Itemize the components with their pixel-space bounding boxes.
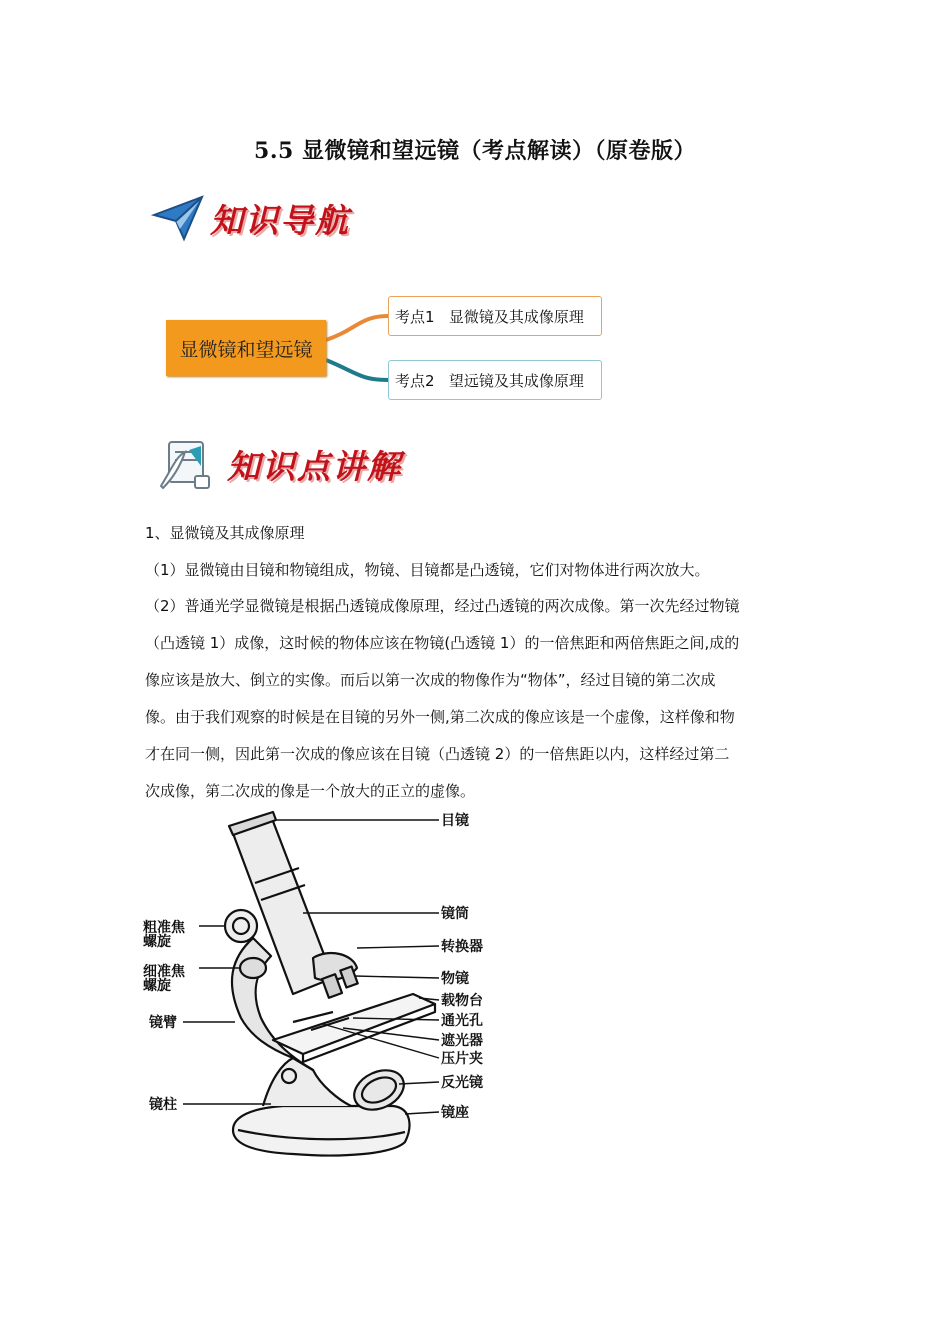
label-stage: 载物台 (441, 993, 483, 1009)
page-title: 5.5 显微镜和望远镜（考点解读）（原卷版） (254, 138, 696, 164)
label-arm: 镜臂 (149, 1015, 177, 1031)
label-pillar: 镜柱 (149, 1097, 177, 1113)
paragraph-line: （凸透镜 1）成像，这时候的物体应该在物镜(凸透镜 1）的一倍焦距和两倍焦距之间,成的 (145, 634, 740, 652)
paragraph-line: （2）普通光学显微镜是根据凸透镜成像原理，经过凸透镜的两次成像。第一次先经过物镜 (145, 597, 740, 615)
banner-title: 知识导航 (210, 200, 350, 240)
paragraph-2 (145, 588, 815, 810)
label-base: 镜座 (441, 1105, 469, 1121)
section-heading: 1、显微镜及其成像原理 (145, 524, 305, 542)
mind-map-node-2: 考点2 望远镜及其成像原理 (388, 360, 602, 400)
label-diaphragm: 遮光器 (441, 1033, 483, 1049)
paper-plane-icon (150, 193, 206, 243)
scroll-quill-icon (155, 436, 219, 492)
banner-knowledge-navigation (150, 190, 350, 246)
paragraph-line: 才在同一侧，因此第一次成的像应该在目镜（凸透镜 2）的一倍焦距以内，这样经过第二 (145, 745, 730, 763)
label-fine-adjustment: 细准焦 (143, 964, 185, 980)
label-coarse-adjustment-2: 螺旋 (143, 934, 171, 950)
banner-knowledge-explanation (155, 436, 402, 492)
label-coarse-adjustment: 粗准焦 (143, 920, 185, 936)
label-fine-adjustment-2: 螺旋 (143, 978, 171, 994)
paragraph-line: 次成像，第二次成的像是一个放大的正立的虚像。 (145, 782, 476, 800)
mind-map (160, 290, 610, 410)
label-nosepiece: 转换器 (441, 939, 483, 955)
microscope-diagram (143, 808, 493, 1170)
label-stage-clip: 压片夹 (441, 1051, 483, 1067)
label-aperture: 通光孔 (441, 1013, 483, 1029)
label-objective: 物镜 (441, 971, 469, 987)
microscope-illustration (143, 808, 493, 1170)
branch-2 (326, 360, 388, 380)
mind-map-root: 显微镜和望远镜 (166, 320, 326, 376)
banner-title: 知识点讲解 (227, 446, 402, 486)
paragraph-line: 像。由于我们观察的时候是在目镜的另外一侧,第二次成的像应该是一个虚像，这样像和物 (145, 708, 735, 726)
label-eyepiece: 目镜 (441, 813, 469, 829)
branch-1 (326, 316, 388, 340)
label-mirror: 反光镜 (441, 1075, 483, 1091)
mind-map-node-1: 考点1 显微镜及其成像原理 (388, 296, 602, 336)
label-tube: 镜筒 (441, 906, 469, 922)
paragraph-line: 像应该是放大、倒立的实像。而后以第一次成的物像作为“物体”，经过目镜的第二次成 (145, 671, 716, 689)
paragraph-1: （1）显微镜由目镜和物镜组成，物镜、目镜都是凸透镜，它们对物体进行两次放大。 (145, 561, 710, 579)
